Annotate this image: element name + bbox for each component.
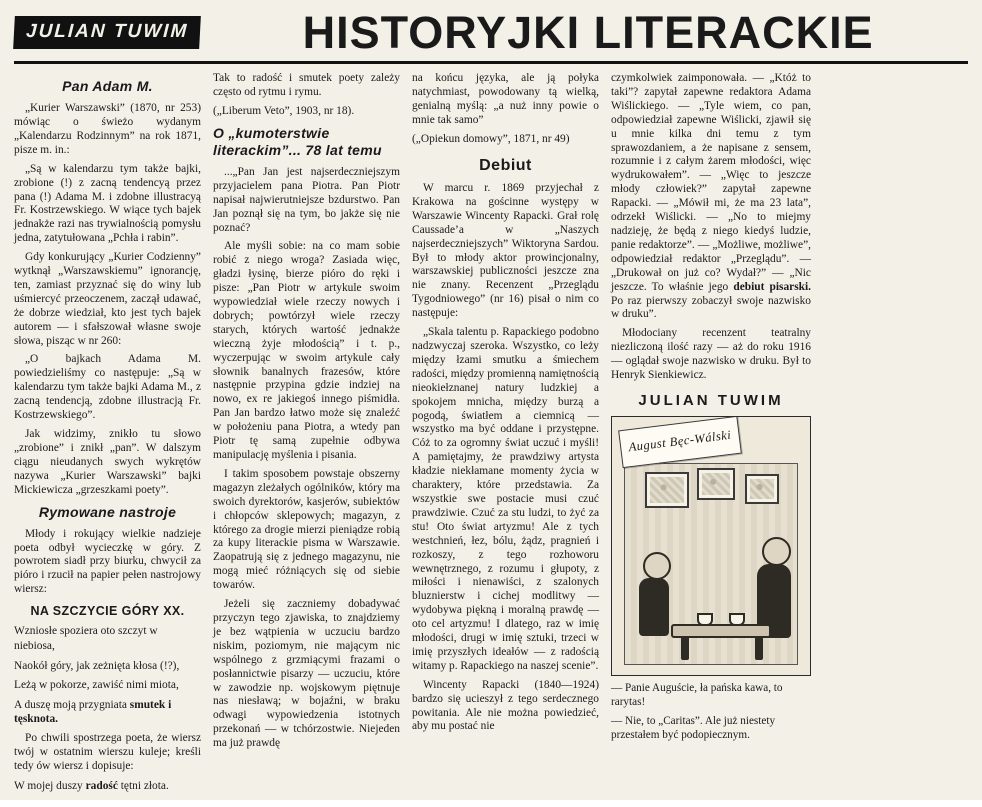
paragraph: Młody i rokujący wielkie nadzieje poeta odbył wycieczkę w góry. Z powrotem siadł przy biurku, chwycił za pióro i rzucił na papier pełen nastrojowy wiersz:	[14, 527, 201, 596]
paragraph: Ale myśli sobie: na co mam sobie robić z niego wroga? Zasiada więc, gładzi łysinę, bierze pióro do ręki i pisze: „Pan Piotr w artykule swoim wypowiedział wiele rzeczy nowych i dobrych; powtórzył wiele rzeczy starych, których wartość jednakże wieczną żyje młodością” i t. p., wyczerpując w swoim artykule cały słownik banalnych frazesów, które następnie przypina gdzie indziej na nowo, ex re jakiegoś innego piśmidła. Pan Jan bardzo łatwo może się znaleźć w położeniu pana Piotra, a wtedy pan Piotr tę samą zupełnie odbywa manipulację myślenia i pisania.	[213, 240, 400, 461]
column-1	[14, 72, 201, 807]
poem-line-text: A duszę moją przygniata	[14, 698, 130, 711]
paragraph	[611, 72, 811, 322]
paragraph: Wincenty Rapacki (1840—1924) bardzo się ucieszył z tego serdecznego powitania. Ale nie można powiedzieć, aby mu postać nie	[412, 678, 599, 733]
cartoon-illustration	[611, 416, 811, 676]
column-2	[213, 72, 400, 807]
paragraph: Tak to radość i smutek poety zależy często od rytmu i rymu.	[213, 72, 400, 98]
source-citation: („Liberum Veto”, 1903, nr 18).	[213, 104, 355, 117]
article-columns	[14, 72, 968, 807]
poem-line-tail: tętni złota.	[117, 779, 169, 792]
picture-frame-icon	[645, 472, 689, 508]
cartoon-room	[624, 463, 798, 665]
paragraph: ...„Pan Jan jest najserdeczniejszym przyjacielem pana Piotra. Pan Piotr napisał najwierutniejsze bzdurstwo. Pan Jan poznął się na tym, bo jakże się nie poznać?	[213, 165, 400, 234]
column-3	[412, 72, 599, 807]
poem-line: Naokół góry, jak zeżnięta kłosa (!?),	[14, 659, 180, 672]
paragraph: na końcu języka, ale ją połyka natychmiast, powodowany tą wielką, genialną myślą: „a nuż inny powie o mnie tak samo”	[412, 72, 599, 126]
cartoon-table-leg	[681, 636, 689, 660]
cartoon-figure-left-head	[643, 552, 671, 580]
poem-line-text: Leżą w pokorze, zawiść nimi miota,	[14, 679, 179, 692]
paragraph: „Kurier Warszawski” (1870, nr 253) mówiąc o świeżo wydanym „Kalendarzu Rodzinnym” na rok 1871, pisze m. in.:	[14, 102, 201, 156]
paragraph: Po chwili spostrzega poeta, że wiersz twój w ostatnim wierszu kuleje; kreśli tedy ów wiersz i dopisuje:	[14, 731, 201, 772]
picture-frame-icon	[697, 468, 735, 500]
paragraph: „Są w kalendarzu tym także bajki, zrobione (!) z zacną tendencyą przez pana (!) Adama M. i zdobne illustracyą Fr. Kostrzewskiego. W wiące tych bajek jednakże razi nas trywialnością pomysłu jedna, zatytułowana „Pchła i rabin”.	[14, 162, 201, 245]
section-heading-pan-adam: Pan Adam M.	[62, 78, 153, 94]
section-heading-rymowane-nastroje: Rymowane nastroje	[38, 503, 177, 520]
cartoon-caption-line-1: — Panie Auguście, ła pańska kawa, to rarytas!	[611, 682, 783, 709]
poem-line-emphasis: radość	[85, 779, 118, 792]
paragraph-text: czymkolwiek zaimponowała. — „Któż to taki”? zapytał zapewne redaktora Adama Wiślickiego. — „Tyle wiem, co pan, odpowiedział zapewne Wiślicki, zjawił się u mnie kilka dni temu z tym sprawozdaniem, a że napisane z sensem, rozumnie i z całym żarem młodości, więc wydrukowałem”. — „Więc to jeszcze młody człowiek?” zapytał zapewne Rapacki. — „Mówił mi, że ma 23 lata”, odrzekł Wiślicki. — „No to miejmy nadzieję, że będą z niego kiedyś ludzie, panie redaktorze”. — „Możliwe, możliwe”, odpowiedział redaktor „Przeglądu”. — „Drukował on już co? Wydał?” — „Nic jeszcze. To właśnie jego	[611, 72, 811, 293]
article-signature: JULIAN TUWIM	[638, 391, 784, 409]
cartoon-caption-line-2: — Nie, to „Caritas”. Ale już niestety przestałem być podopiecznym.	[611, 715, 776, 742]
cartoon-sign-label: August Bęc-Wálski	[618, 416, 742, 468]
author-badge: JULIAN TUWIM	[13, 16, 201, 49]
paragraph: Młodociany recenzent teatralny niezliczoną ilość razy — aż do roku 1916 — oglądał swoje nazwisko w druku. Był to Henryk Sienkiewicz.	[611, 327, 811, 382]
paragraph: Jak widzimy, znikło tu słowo „zrobione” i znikł „pan”. W dalszym ciągu nieudanych swych wykrętów nazywa „Kurier Warszawski” bajki Mickiewicza „grzeszkami poety”.	[14, 428, 201, 496]
poem-line	[14, 678, 201, 693]
cartoon-table-leg	[755, 636, 763, 660]
page-title: HISTORYJKI LITERACKIE	[302, 7, 874, 58]
paragraph: Jeżeli się zaczniemy dobadywać przyczyn tego zjawiska, to znajdziemy je bez wątpienia w uczuciu bardzo niskim, poziomym, nie mającym nic wspólnego z grzmiącymi frazami o posłannictwie pisarzy — uczuciu, które w zawodzie np. wojskowym piętnuje nas niesławą; w bojaźni, w braku odwagi wypowiedzenia istotnych przekonań — w tchórzostwie. Niejeden ma już prawdę	[213, 598, 400, 750]
source-citation: („Opiekun domowy”, 1871, nr 49)	[412, 132, 570, 145]
coffee-cup-icon	[729, 613, 745, 626]
poem-line: Wzniosłe spoziera oto szczyt w niebiosa,	[14, 625, 158, 652]
poem-line-revised	[14, 779, 201, 794]
paragraph: „Skala talentu p. Rapackiego podobno nadzwyczaj szeroka. Wszystko, co leży między łzami smutku a śmiechem radości, między promienną namiętnością nieokiełznanej natury ludzkiej a spokojem mnicha, między burzą a pogodą, światłem a ciemnicą — wszystko ma być oddane i przystępne. Cóż to za ogromny świat uczuć i myśli! A pamiętajmy, że prawdziwy artysta kładzie niekłamane momenty życia w charaktery, które przedstawia. Za wszystkie swe postacie musi czuć prawdziwie. Czuć za stu ludzi, to żyć za stu! Oto świat artyzmu! Ale z tych westchnień, łez, bólu, żądz, pragnień i rozkoszy, z tego rozhoworu wewnętrznego, z rozumu i głupoty, z miłości i nienawiści, z szalonych bluznierstw i cichej modlitwy — wydobywa piękną i moralną prawdę — oto cel artyzmu! I dlatego, raz w imię młodości, drugi w imię sztuki, trzeci w imię przyszłych ideałów — z radością witamy p. Rapackiego na naszej scenie”.	[412, 326, 599, 672]
paragraph-tail: Po raz pierwszy zobaczył swoje nazwisko w druku”.	[611, 294, 811, 321]
section-heading-debiut: Debiut	[479, 156, 532, 174]
section-heading-kumoterstwo: O „kumoterstwie literackim”... 78 lat temu	[213, 124, 382, 158]
paragraph: I takim sposobem powstaje obszerny magazyn zleżałych ogólników, który ma swoich dyrektorów, kasjerów, subiektów i chłopców sklepowych; magazyn, z którego za drogie mierzi pieniądze robią za kupy literackie pisma w Warszawie. Zaopatrują się z jednego magazynu, nie mogą mieć różniących się od siebie towarów.	[213, 467, 400, 592]
poem-line-emphasis: smutek i tęsknota.	[14, 698, 172, 726]
poem-title: NA SZCZYCIE GÓRY XX.	[30, 604, 185, 619]
paragraph: Gdy konkurujący „Kurier Codzienny” wytknął „Warszawskiemu” ignorancję, ten, zamiast przyznać się do winy lub uśmiercyć przeoczenem, zaczął udawać, że dobrze wiedział, kto jest tych bajek autorem — i sfałszował własne swoje słowa, pisząc w nr 260:	[14, 251, 201, 347]
poem-line	[14, 698, 201, 727]
column-4	[611, 72, 811, 807]
masthead	[14, 7, 968, 64]
poem-line-text: W mojej duszy	[14, 779, 86, 792]
cartoon-figure-left-body	[639, 578, 669, 636]
paragraph-emphasis: debiut pisarski.	[733, 280, 811, 293]
picture-frame-icon	[745, 474, 779, 504]
paragraph: W marcu r. 1869 przyjechał z Krakowa na gościnne występy w Warszawie Wincenty Rapacki. Grał rolę Caussade’a w „Naszych najserdeczniejszych” Wiktoryna Sardou. Był to młody aktor prowincjonalny, warszawskiej publiczności jeszcze zna nie znany. Recenzent „Przeglądu Tygodniowego” (nr 16) pisał o nim co następuje:	[412, 182, 599, 320]
cartoon-figure-right-head	[762, 537, 791, 566]
paragraph: „O bajkach Adama M. powiedzieliśmy co następuje: „Są w kalendarzu tym także bajki Adama M., z zacną tendencją, zdobne illustracją Fr. Kostrzewskiego”.	[14, 353, 201, 422]
coffee-cup-icon	[697, 613, 713, 626]
